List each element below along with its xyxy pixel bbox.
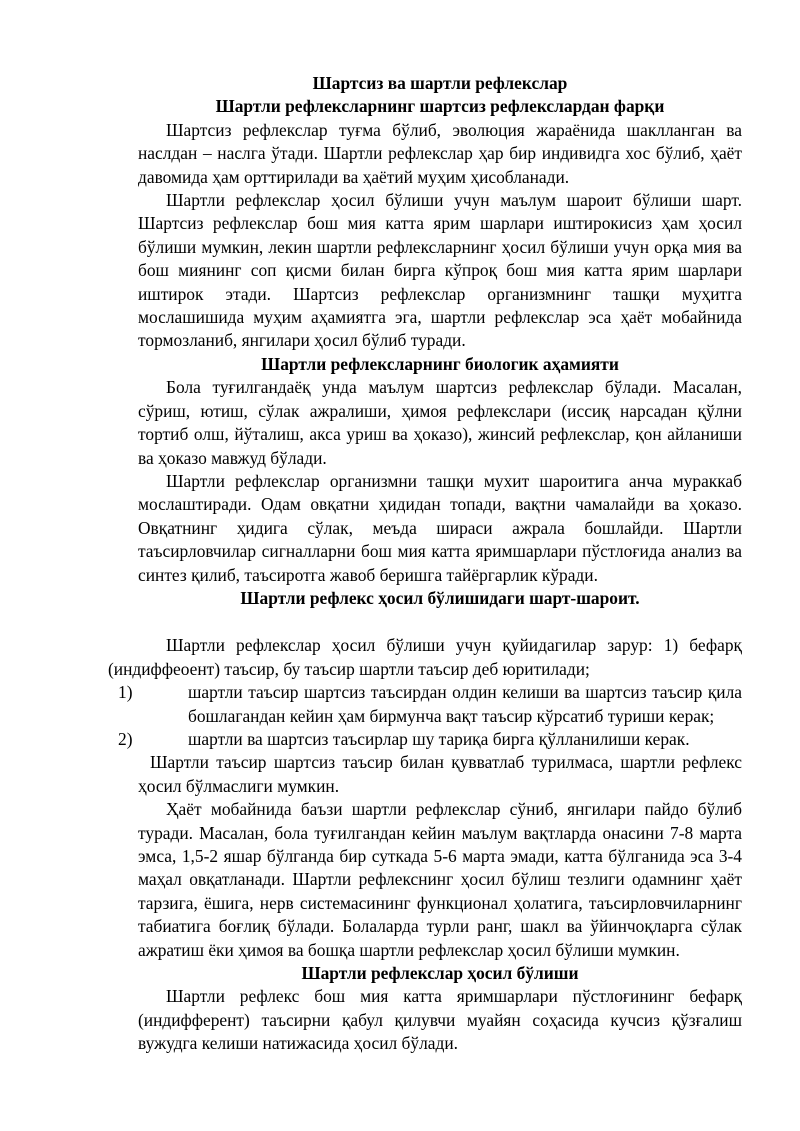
section-heading-differences: Шартли рефлексларнинг шартсиз рефлекслардан фарқи: [215, 96, 665, 117]
paragraph: Шартли рефлекслар ҳосил бўлиши учун маълум шароит бўлиши шарт. Шартсиз рефлекслар бош мия катта ярим шарлари иштирокисиз ҳам ҳосил бўлиши мумкин, лекин шартли рефлексларнинг ҳосил бўлиши учун орқа мия ва бош миянинг соп қисми билан бирга кўпроқ бош мия катта ярим шарлари иштирок этади. Шартсиз рефлекслар организмнинг ташқи муҳитга мослашишида муҳим аҳамиятга эга, шартли рефлекслар эса ҳаёт мобайнида тормозланиб, янгилари ҳосил бўлиб туради.: [138, 190, 742, 351]
list-item-text: шартли таъсир шартсиз таъсирдан олдин келиши ва шартсиз таъсир қила бошлагандан кейин ҳам бирмунча вақт таъсир кўрсатиб туриши керак;: [188, 682, 742, 726]
paragraph: Шартли рефлекс бош мия катта яримшарлари пўстлоғининг бефарқ (индифферент) таъсирни қабул қилувчи муайян соҳасида кучсиз қўзғалиш вужудга келиши натижасида ҳосил бўлади.: [138, 986, 742, 1054]
list-item: [118, 728, 742, 751]
section-heading-biological-importance: Шартли рефлексларнинг биологик аҳамияти: [261, 353, 619, 374]
section-heading-formation: Шартли рефлекслар ҳосил бўлиши: [301, 963, 579, 984]
document-title: Шартсиз ва шартли рефлекслар: [312, 73, 568, 93]
paragraph: Шартли таъсир шартсиз таъсир билан қувватлаб турилмаса, шартли рефлекс ҳосил бўлмаслиги мумкин.: [138, 752, 742, 796]
paragraph: Шартсиз рефлекслар туғма бўлиб, эволюция жараёнида шаклланган ва наслдан – наслга ўтади. Шартли рефлекслар ҳар бир индивидга хос бўлиб, ҳаёт давомида ҳам орттирилади ва ҳаётий муҳим ҳисобланади.: [138, 119, 742, 187]
list-item-text: шартли ва шартсиз таъсирлар шу тариқа бирга қўлланилиши керак.: [188, 728, 690, 749]
paragraph: Шартли рефлекслар ҳосил бўлиши учун қуйидагилар зарур: 1) бефарқ (индиффеоент) таъсир, бу таъсир шартли таъсир деб юритилади;: [108, 635, 742, 679]
blank-line: [138, 610, 742, 634]
list-item-number: 1): [118, 682, 133, 703]
list-item-number: 2): [118, 728, 133, 749]
document-page: [108, 72, 742, 1056]
paragraph: Шартли рефлекслар организмни ташқи мухит шароитига анча мураккаб мослаштиради. Одам овқатни ҳидидан топади, вақтни чамалайди ва ҳоказо. Овқатнинг ҳидига сўлак, меъда шираси ажрала бошлайди. Шартли таъсирловчилар сигналларни бош мия катта яримшарлари пўстлоғида анализ ва синтез қилиб, таъсиротга жавоб беришга тайёргарлик кўради.: [138, 470, 742, 585]
section-heading-conditions: Шартли рефлекс ҳосил бўлишидаги шарт-шароит.: [240, 587, 640, 608]
paragraph: Бола туғилгандаёқ унда маълум шартсиз рефлекслар бўлади. Масалан, сўриш, ютиш, сўлак ажралиши, ҳимоя рефлекслари (иссиқ нарсадан қўлни тортиб олш, йўталиш, акса уриш ва ҳоказо), жинсий рефлекслар, қон айланиши ва ҳоказо мавжуд бўлади.: [138, 377, 742, 468]
paragraph: Ҳаёт мобайнида баъзи шартли рефлекслар сўниб, янгилари пайдо бўлиб туради. Масалан, бола туғилгандан кейин маълум вақтларда онасини 7-8 марта эмса, 1,5-2 яшар бўлганда бир суткада 5-6 марта эмади, катта бўлганида эса 3-4 маҳал овқатланади. Шартли рефлекснинг ҳосил бўлиш тезлиги одамнинг ҳаёт тарзига, ёшига, нерв системасининг функционал ҳолатига, таъсирловчиларнинг табиатига боғлиқ бўлади. Болаларда турли ранг, шакл ва ўйинчоқларга сўлак ажратиш ёки ҳимоя ва бошқа шартли рефлекслар ҳосил бўлиши мумкин.: [138, 799, 742, 960]
list-item: [118, 681, 742, 728]
